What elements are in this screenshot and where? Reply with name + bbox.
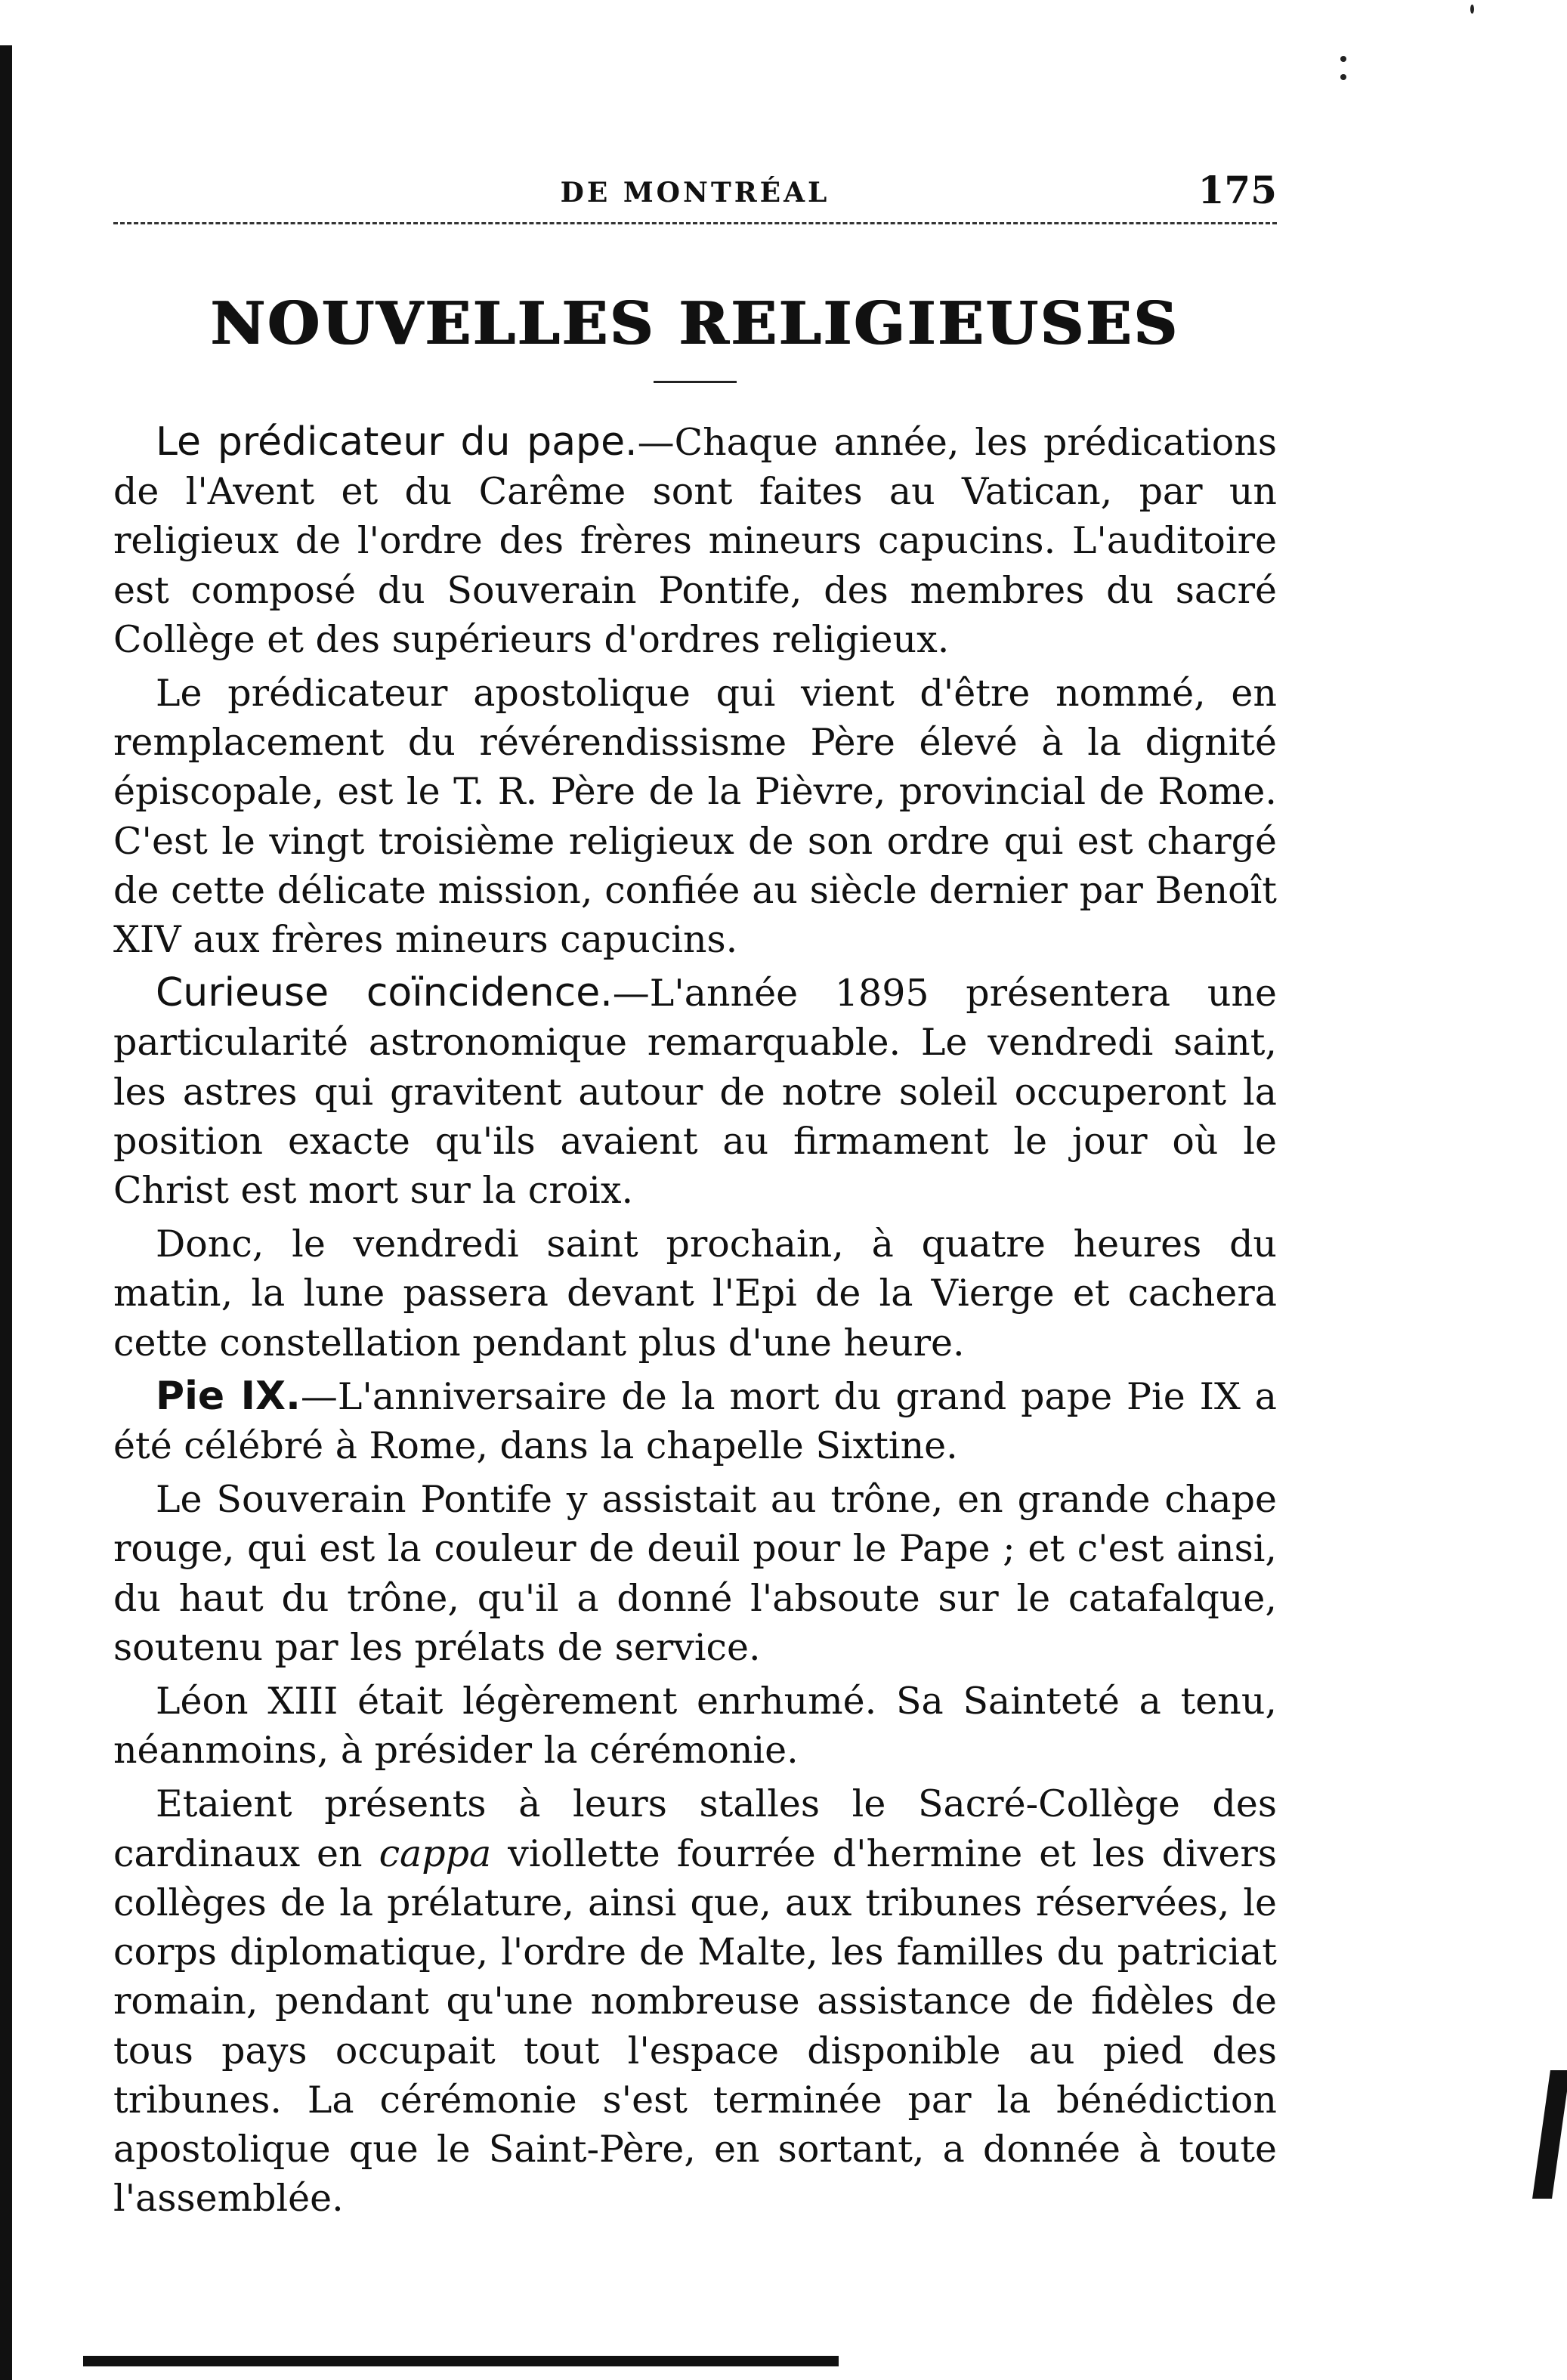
paragraph-lead: Le prédicateur du pape. — [156, 419, 638, 465]
paragraph-text-before-italic: Etaient présents à leurs stalles le Sacré-Collège des cardinaux en — [113, 1782, 1277, 1875]
paragraph-lead: Curieuse coïncidence. — [156, 970, 613, 1016]
paragraph-text: —L'année 1895 présentera une particularité astronomique remarquable. Le vendredi saint, les astres qui gravitent autour de notre soleil occuperont la position exacte qu'ils avaient au firmament le jour où le Christ est mort sur la croix. — [113, 972, 1277, 1213]
page-number: 175 — [1198, 168, 1277, 212]
paragraph — [113, 969, 1277, 1215]
scan-speck — [1340, 56, 1346, 62]
paragraph-text: viollette fourrée d'hermine et les divers collèges de la prélature, ainsi que, aux tribunes réservées, le corps diplomatique, l'ordre de Malte, les familles du patriciat romain, pendant qu'une nombreuse assistance de fidèles de tous pays occupait tout l'espace disponible au pied des tribunes. La cérémonie s'est terminée par la bénédiction apostolique que le Saint-Père, en sortant, a donnée à toute l'assemblée. — [113, 1831, 1277, 2221]
paragraph — [113, 669, 1277, 964]
article-body — [113, 418, 1277, 2223]
paragraph-italic: cappa — [379, 1831, 492, 1875]
scan-edge-left — [0, 45, 12, 2380]
title-rule — [654, 381, 737, 383]
paragraph-text: Léon XIII était légèrement enrhumé. Sa Sainteté a tenu, néanmoins, à présider la cérémonie. — [113, 1680, 1277, 1773]
header-rule — [113, 222, 1277, 224]
paragraph-text: —L'anniversaire de la mort du grand pape Pie IX a été célébré à Rome, dans la chapelle Sixtine. — [113, 1374, 1278, 1468]
paragraph — [113, 1677, 1277, 1775]
paragraph — [113, 1779, 1277, 2223]
paragraph-text: Donc, le vendredi saint prochain, à quatre heures du matin, la lune passera devant l'Epi de la Vierge et cachera cette constellation pendant plus d'une heure. — [113, 1222, 1277, 1365]
paragraph — [113, 1475, 1277, 1672]
paragraph-text: Le prédicateur apostolique qui vient d'être nommé, en remplacement du révérendissisme Père élevé à la dignité épiscopale, est le T. R. Père de la Pièvre, provincial de Rome. C'est le vingt troisième religieux de son ordre qui est chargé de cette délicate mission, confiée au siècle dernier par Benoît XIV aux frères mineurs capucins. — [113, 672, 1277, 962]
paragraph — [113, 1219, 1277, 1368]
running-head — [113, 151, 1277, 212]
book-page — [113, 151, 1277, 2223]
scan-edge-right-mark — [1532, 2070, 1567, 2199]
scan-speck — [1340, 74, 1346, 80]
running-title: DE MONTRÉAL — [560, 177, 830, 209]
paragraph-lead: Pie IX. — [156, 1373, 301, 1419]
paragraph — [113, 418, 1277, 664]
paragraph-text: Le Souverain Pontife y assistait au trône, en grande chape rouge, qui est la couleur de deuil pour le Pape ; et c'est ainsi, du haut du trône, qu'il a donné l'absoute sur le catafalque, soutenu par les prélats de service. — [113, 1478, 1277, 1669]
scan-edge-bottom — [83, 2356, 839, 2366]
paragraph — [113, 1372, 1277, 1470]
section-title: NOUVELLES RELIGIEUSES — [210, 289, 1180, 358]
scan-speck — [1470, 5, 1474, 14]
paragraph-text: —Chaque année, les prédications de l'Avent et du Carême sont faites au Vatican, par un religieux de l'ordre des frères mineurs capucins. L'auditoire est composé du Souverain Pontife, des membres du sacré Collège et des supérieurs d'ordres religieux. — [113, 421, 1277, 661]
